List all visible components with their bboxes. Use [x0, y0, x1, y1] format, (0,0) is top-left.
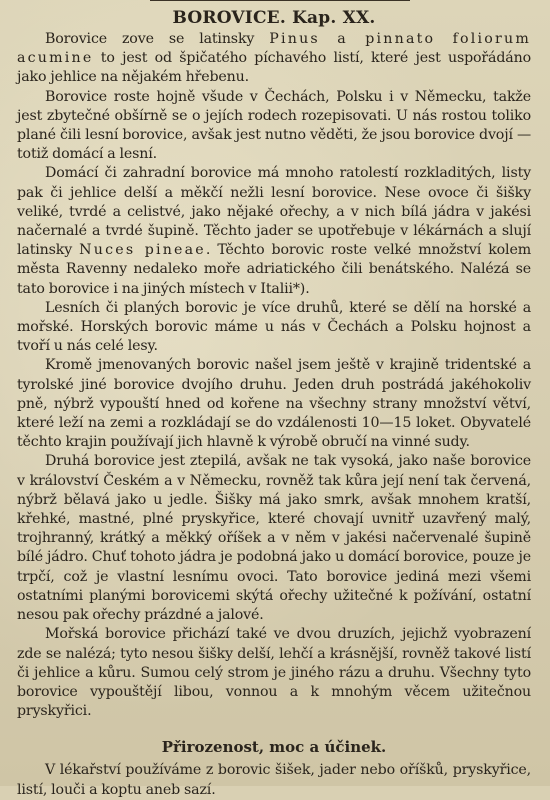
latin-term: Pinus a pinnato foliorum acumine	[17, 31, 531, 67]
paragraph-second-pine: Druhá borovice jest ztepilá, avšak ne tak vysoká, jako naše borovice v království Českém a v Německu, rovněž tak kůra její není tak červená, nýbrž bělavá jako u jedle. Šišky má jako smrk, avšak mnohem kratší, křehké, mastné, plné pryskyřice, které chovají uvnitř uzavřený malý, trojhranný, krátký a měkký oříšek a v něm v jakési načervenalé šupině bílé jádro. Chuť tohoto jádra je podobná jako u domácí borovice, pouze je trpčí, což je vlastní lesnímu ovoci. Tato borovice jediná mezi všemi ostatními planými borovicemi skýtá ořechy užitečné k požívání, ostatní nesou pak ořechy prázdné a jalové.	[17, 453, 531, 624]
paragraph-medicine: V lékařství používáme z borovic šišek, jader nebo oříšků, pryskyřice, listí, louči a koptu aneb sazí.	[17, 762, 531, 798]
section-heading: Přirozenost, moc a účinek.	[161, 738, 387, 757]
paragraph-latin-name	[17, 30, 531, 88]
paragraph-wild-pine: Lesních či planých borovic je více druhů, které se dělí na horské a mořské. Horských borovic máme u nás v Čechách a Polsku hojnost a tvoří u nás celé lesy.	[17, 299, 531, 355]
paragraph-text: . Těchto borovic roste velké množství kolem města Ravenny nedaleko moře adriatického čili benátského. Nalézá se tato borovice i na jiných místech v Italii*).	[17, 242, 531, 297]
paragraph-text: Domácí či zahradní borovice má mnoho ratolestí rozkladitých, listy pak či jehlice delší a měkčí nežli lesní borovice. Nese ovoce či šišky veliké, tvrdé a celistvé, jako nějaké ořechy, a v nich bílá jádra v jakési načernalé a tvrdé šupině. Těchto jader se upotřebuje v lékárnách a slují latinsky	[17, 165, 531, 259]
paragraph-text: to jest od špičatého píchavého listí, které jest uspořádáno jako jehlice na nějakém hřebenu.	[17, 50, 531, 86]
paragraph-sea-pine: Mořská borovice přichází také ve dvou druzích, jejichž vyobrazení zde se nalézá; tyto nesou šišky delší, lehčí a krásnější, rovněž takové listí či jehlice a kůru. Sumou celý strom je jiného rázu a druhu. Všechny tyto borovice vypouštějí libou, vonnou a k mnohým věcem užitečnou pryskyřici.	[17, 626, 531, 720]
chapter-title: BOROVICE. Kap. XX.	[172, 8, 376, 28]
paragraph-tridentine-pine: Kromě jmenovaných borovic našel jsem ještě v krajině tridentské a tyrolské jiné borovice dvojího druhu. Jeden druh postrádá jakéhokoliv pně, nýbrž vypouští hned od kořene na všechny strany množství větví, které leží na zemi a rozkládají se do vzdálenosti 10—15 loket. Obyvatelé těchto krajin používají jich hlavně k výrobě obručí na vinné sudy.	[17, 357, 531, 451]
paragraph-domestic-pine	[17, 164, 531, 298]
paragraph-distribution: Borovice roste hojně všude v Čechách, Polsku i v Německu, takže jest zbytečné obšírně se o jejích rodech rozepisovati. U nás rostou toliko plané čili lesní borovice, avšak jest nutno věděti, že jsou borovice dvojí — totiž domácí a lesní.	[17, 88, 531, 163]
paragraph-text: Borovice zove se latinsky	[45, 31, 270, 47]
top-rule	[150, 0, 410, 1]
chapter-body	[17, 30, 531, 800]
latin-term: Nuces pineae	[79, 242, 206, 259]
